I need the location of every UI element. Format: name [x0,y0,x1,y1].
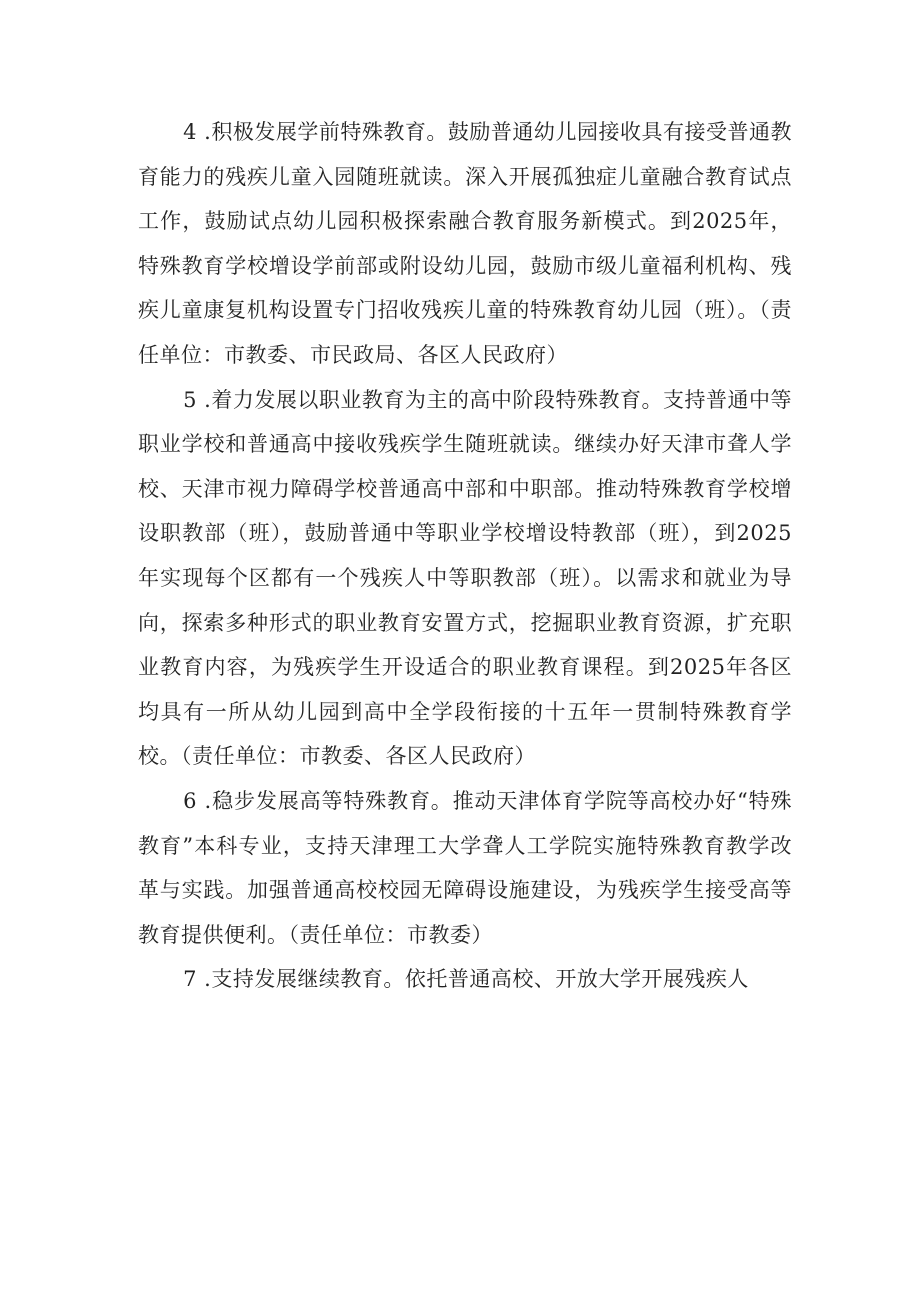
paragraph-item-6: 6 .稳步发展高等特殊教育。推动天津体育学院等高校办好“特殊教育”本科专业，支持天津理工大学聋人工学院实施特殊教育教学改革与实践。加强普通高校校园无障碍设施建设，为残疾学生接受高等教育提供便利。（责任单位：市教委） [138,788,792,947]
paragraph-item-4: 4 .积极发展学前特殊教育。鼓励普通幼儿园接收具有接受普通教育能力的残疾儿童入园随班就读。深入开展孤独症儿童融合教育试点工作，鼓励试点幼儿园积极探索融合教育服务新模式。到2025年，特殊教育学校增设学前部或附设幼儿园，鼓励市级儿童福利机构、残疾儿童康复机构设置专门招收残疾儿童的特殊教育幼儿园（班）。（责任单位：市教委、市民政局、各区人民政府） [138,120,792,367]
paragraph-item-5: 5 .着力发展以职业教育为主的高中阶段特殊教育。支持普通中等职业学校和普通高中接收残疾学生随班就读。继续办好天津市聋人学校、天津市视力障碍学校普通高中部和中职部。推动特殊教育学校增设职教部（班），鼓励普通中等职业学校增设特教部（班），到2025年实现每个区都有一个残疾人中等职教部（班）。以需求和就业为导向，探索多种形式的职业教育安置方式，挖掘职业教育资源，扩充职业教育内容，为残疾学生开设适合的职业教育课程。到2025年各区均具有一所从幼儿园到高中全学段衔接的十五年一贯制特殊教育学校。（责任单位：市教委、各区人民政府） [138,387,792,769]
paragraph-item-7: 7 .支持发展继续教育。依托普通高校、开放大学开展残疾人 [183,967,749,992]
document-body [138,110,792,1002]
